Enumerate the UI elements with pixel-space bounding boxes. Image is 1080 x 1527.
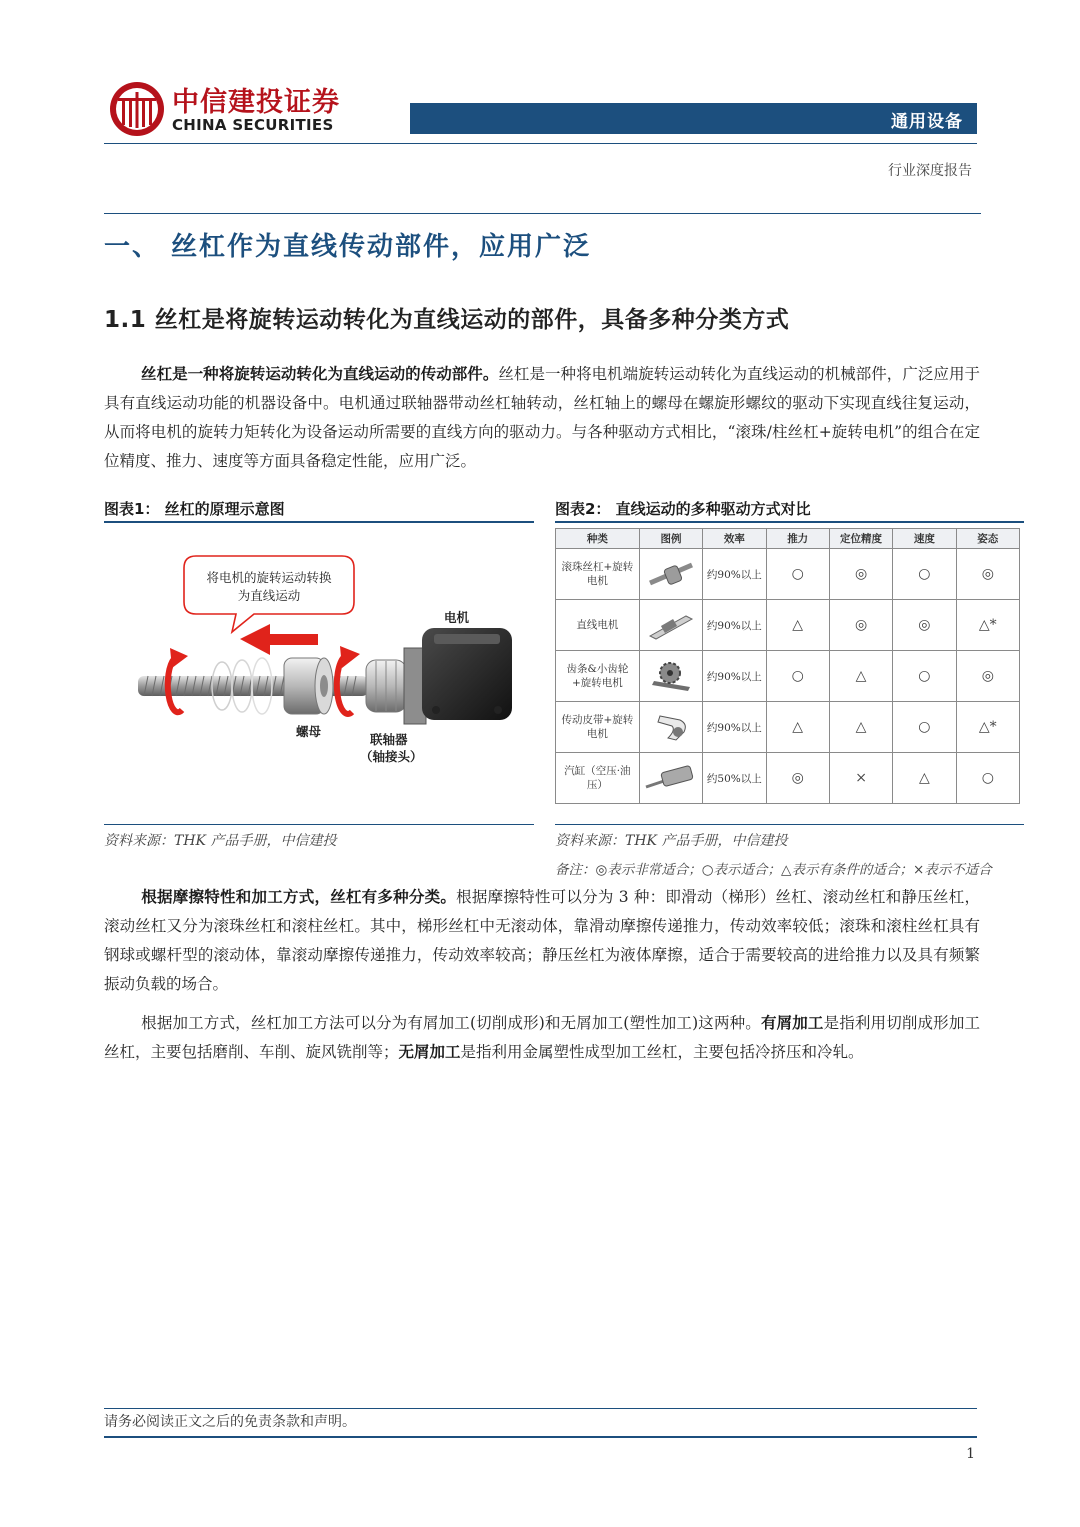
- column-header-type: 种类: [556, 529, 640, 549]
- header-divider: [104, 143, 977, 144]
- cell-efficiency: 约50%以上: [703, 753, 766, 804]
- paragraph-processing-bold2: 无屑加工: [398, 1043, 461, 1061]
- cell-efficiency: 约90%以上: [703, 702, 766, 753]
- paragraph-processing-bold1: 有屑加工: [760, 1014, 824, 1032]
- page-number: 1: [966, 1446, 975, 1462]
- label-coupling-sub: （轴接头）: [360, 749, 423, 764]
- cell-efficiency: 约90%以上: [703, 600, 766, 651]
- table-header-row: [556, 529, 1020, 549]
- subsection-title: 1.1 丝杠是将旋转运动转化为直线运动的部件，具备多种分类方式: [104, 307, 790, 333]
- cell-posture: ○: [956, 753, 1019, 804]
- cell-type: 齿条&小齿轮+旋转电机: [556, 651, 640, 702]
- column-header-speed: 速度: [893, 529, 956, 549]
- sector-banner: [410, 103, 977, 134]
- cell-illustration: [639, 549, 702, 600]
- callout-text-line2: 为直线运动: [237, 588, 301, 603]
- drive-comparison-table: [555, 528, 1020, 804]
- paragraph-processing-text1: 根据加工方式，丝杠加工方法可以分为有屑加工(切削成形)和无屑加工(塑性加工)这两种。: [141, 1014, 761, 1032]
- paragraph-intro-lead: 丝杠是一种将旋转运动转化为直线运动的传动部件。: [141, 365, 499, 383]
- logo-wordmark-cn: 中信建投证券: [172, 87, 340, 118]
- belt-drive-icon: [646, 710, 696, 744]
- cell-posture: ◎: [956, 549, 1019, 600]
- column-header-efficiency: 效率: [703, 529, 766, 549]
- cell-precision: ×: [829, 753, 892, 804]
- paragraph-classification: [104, 883, 980, 999]
- figure1-bottom-rule: [104, 824, 534, 825]
- figure1-title: 图表1： 丝杠的原理示意图: [104, 500, 285, 518]
- table-row: [556, 549, 1020, 600]
- cylinder-icon: [644, 763, 698, 793]
- table-row: [556, 702, 1020, 753]
- paragraph-intro: [104, 360, 980, 476]
- paragraph-classification-body: 根据摩擦特性可以分为 3 种：即滑动（梯形）丝杠、滚动丝杠和静压丝杠，滚动丝杠又分为滚珠丝杠和滚柱丝杠。其中，梯形丝杠中无滚动体，靠滑动摩擦传递推力，传动效率较低；滚珠和滚柱丝杠具有钢球或螺杆型的滚动体，靠滚动摩擦传递推力，传动效率较高；静压丝杠为液体摩擦，适合于需要较高的进给推力以及具有频繁振动负载的场合。: [104, 888, 980, 993]
- coupling-part: [366, 660, 406, 712]
- cell-type: 汽缸（空压·油压）: [556, 753, 640, 804]
- sector-label: 通用设备: [891, 112, 963, 132]
- disclaimer-text: 请务必阅读正文之后的免责条款和声明。: [104, 1414, 356, 1430]
- column-header-illustration: 图例: [639, 529, 702, 549]
- cell-illustration: [639, 702, 702, 753]
- figure1-top-rule: [104, 521, 534, 523]
- figure2-note: 备注：◎表示非常适合；○表示适合；△表示有条件的适合；×表示不适合: [555, 862, 992, 878]
- figure2-top-rule: [555, 521, 1024, 523]
- cell-efficiency: 约90%以上: [703, 651, 766, 702]
- cell-thrust: △: [766, 600, 829, 651]
- column-header-thrust: 推力: [766, 529, 829, 549]
- cell-speed: ○: [893, 549, 956, 600]
- cell-illustration: [639, 600, 702, 651]
- cell-posture: △*: [956, 702, 1019, 753]
- cell-speed: ◎: [893, 600, 956, 651]
- ball-screw-diagram: [104, 530, 534, 820]
- label-motor: 电机: [444, 610, 470, 625]
- cell-type: 直线电机: [556, 600, 640, 651]
- label-nut: 螺母: [296, 724, 322, 739]
- footer-top-rule: [104, 1408, 977, 1409]
- figure2-source: 资料来源：THK 产品手册，中信建投: [555, 833, 788, 849]
- cell-illustration: [639, 753, 702, 804]
- column-header-precision: 定位精度: [829, 529, 892, 549]
- rack-pinion-icon: [646, 659, 696, 693]
- footer-bottom-rule: [104, 1436, 977, 1438]
- cell-posture: △*: [956, 600, 1019, 651]
- cell-precision: ◎: [829, 600, 892, 651]
- cell-thrust: ◎: [766, 753, 829, 804]
- cell-speed: ○: [893, 702, 956, 753]
- linear-motion-arrow-icon: [240, 624, 318, 655]
- cell-thrust: ○: [766, 549, 829, 600]
- cell-speed: △: [893, 753, 956, 804]
- table-row: [556, 600, 1020, 651]
- china-securities-logo-icon: [108, 80, 166, 138]
- paragraph-processing: [104, 1009, 980, 1067]
- cell-posture: ◎: [956, 651, 1019, 702]
- table-row: [556, 753, 1020, 804]
- report-type: 行业深度报告: [888, 163, 972, 179]
- logo-wordmark-en: CHINA SECURITIES: [172, 116, 334, 134]
- cell-thrust: △: [766, 702, 829, 753]
- paragraph-processing-text3: 是指利用金属塑性成型加工丝杠，主要包括冷挤压和冷轧。: [460, 1043, 864, 1061]
- column-header-posture: 姿态: [956, 529, 1019, 549]
- paragraph-processing-text2: 是指利用切削成形加工丝杠，主要包括磨削、车削、旋风铣削等；: [104, 1014, 980, 1061]
- callout-text-line1: 将电机的旋转运动转换: [206, 570, 332, 585]
- cell-thrust: ○: [766, 651, 829, 702]
- figure1-source: 资料来源：THK 产品手册，中信建投: [104, 833, 337, 849]
- cell-precision: △: [829, 651, 892, 702]
- cell-type: 滚珠丝杠+旋转电机: [556, 549, 640, 600]
- ball-screw-icon: [646, 559, 696, 589]
- section-title: 一、 丝杠作为直线传动部件，应用广泛: [104, 232, 592, 262]
- motor-part: [404, 628, 512, 724]
- cell-illustration: [639, 651, 702, 702]
- paragraph-classification-lead: 根据摩擦特性和加工方式，丝杠有多种分类。: [141, 888, 457, 906]
- cell-precision: ◎: [829, 549, 892, 600]
- table-row: [556, 651, 1020, 702]
- linear-motor-icon: [646, 610, 696, 640]
- nut-part: [284, 658, 333, 714]
- figure2-bottom-rule: [555, 824, 1024, 825]
- figure2-title: 图表2： 直线运动的多种驱动方式对比: [555, 500, 811, 518]
- cell-efficiency: 约90%以上: [703, 549, 766, 600]
- paragraph-intro-body: 丝杠是一种将电机端旋转运动转化为直线运动的机械部件，广泛应用于具有直线运动功能的机器设备中。电机通过联轴器带动丝杠轴转动，丝杠轴上的螺母在螺旋形螺纹的驱动下实现直线往复运动，从而将电机的旋转力矩转化为设备运动所需要的直线方向的驱动力。与各种驱动方式相比，“滚珠/柱丝杠+旋转电机”的组合在定位精度、推力、速度等方面具备稳定性能，应用广泛。: [104, 365, 980, 470]
- section-divider: [104, 213, 981, 214]
- cell-speed: ○: [893, 651, 956, 702]
- label-coupling: 联轴器: [370, 732, 408, 747]
- cell-precision: △: [829, 702, 892, 753]
- cell-type: 传动皮带+旋转电机: [556, 702, 640, 753]
